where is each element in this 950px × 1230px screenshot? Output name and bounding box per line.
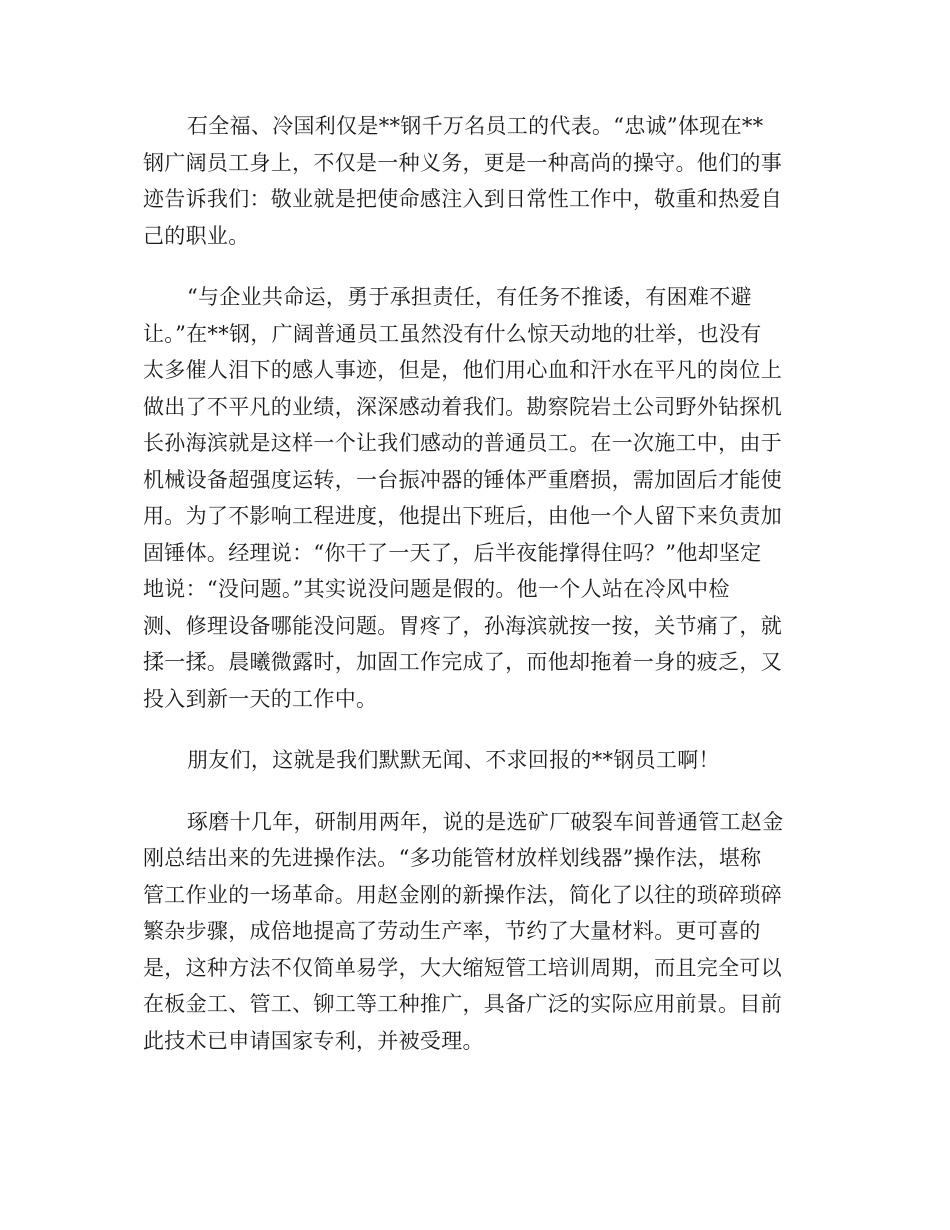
text-line: 测、修理设备哪能没问题。胃疼了，孙海滨就按一按，关节痛了，就 <box>143 613 782 638</box>
text-line: 管工作业的一场革命。用赵金刚的新操作法，简化了以往的琐碎琐碎 <box>143 882 782 907</box>
paragraph-gap <box>143 254 803 279</box>
text-line: 地说：“没问题。”其实说没问题是假的。他一个人站在冷风中检 <box>143 577 730 601</box>
document-body <box>143 108 803 1059</box>
text-line: 在板金工、管工、铆工等工种推广，具备广泛的实际应用前景。目前 <box>143 992 782 1016</box>
text-line: 长孙海滨就是这样一个让我们感动的普通员工。在一次施工中，由于 <box>143 431 782 455</box>
text-line: “与企业共命运，勇于承担责任，有任务不推诿，有困难不避 <box>187 285 752 309</box>
text-line: 钢广阔员工身上，不仅是一种义务，更是一种高尚的操守。他们的事 <box>143 150 782 175</box>
text-line: 琢磨十几年，研制用两年，说的是选矿厂破裂车间普通管工赵金 <box>187 809 784 834</box>
text-line: 是，这种方法不仅简单易学，大大缩短管工培训周期，而且完全可以 <box>143 955 782 980</box>
text-line: 石全福、冷国利仅是**钢千万名员工的代表。“忠诚”体现在** <box>187 114 764 138</box>
text-line: 揉一揉。晨曦微露时，加固工作完成了，而他却拖着一身的疲乏，又 <box>143 650 782 674</box>
text-line: 做出了不平凡的业绩，深深感动着我们。勘察院岩土公司野外钻探机 <box>143 394 782 419</box>
text-line: 己的职业。 <box>143 223 250 248</box>
paragraph-3 <box>143 742 803 779</box>
text-line: 繁杂步骤，成倍地提高了劳动生产率，节约了大量材料。更可喜的 <box>143 919 761 943</box>
paragraph-gap <box>143 717 803 742</box>
paragraph-1 <box>143 108 803 254</box>
text-line: 迹告诉我们：敬业就是把使命感注入到日常性工作中，敬重和热爱自 <box>143 187 782 211</box>
text-line: 让。”在**钢，广阔普通员工虽然没有什么惊天动地的壮举，也没有 <box>143 321 762 346</box>
text-line: 用。为了不影响工程进度，他提出下班后，由他一个人留下来负责加 <box>143 504 782 528</box>
text-line: 此技术已申请国家专利，并被受理。 <box>143 1028 484 1053</box>
text-line: 投入到新一天的工作中。 <box>143 686 378 711</box>
text-line: 刚总结出来的先进操作法。“多功能管材放样划线器”操作法，堪称 <box>143 846 762 870</box>
text-line: 固锤体。经理说：“你干了一天了，后半夜能撑得住吗？”他却坚定 <box>143 540 762 565</box>
paragraph-2 <box>143 279 803 717</box>
text-line: 朋友们，这就是我们默默无闻、不求回报的**钢员工啊！ <box>187 748 720 772</box>
paragraph-gap <box>143 779 803 804</box>
text-line: 太多催人泪下的感人事迹，但是，他们用心血和汗水在平凡的岗位上 <box>143 358 782 382</box>
paragraph-4 <box>143 804 803 1060</box>
text-line: 机械设备超强度运转，一台振冲器的锤体严重磨损，需加固后才能使 <box>143 467 782 492</box>
